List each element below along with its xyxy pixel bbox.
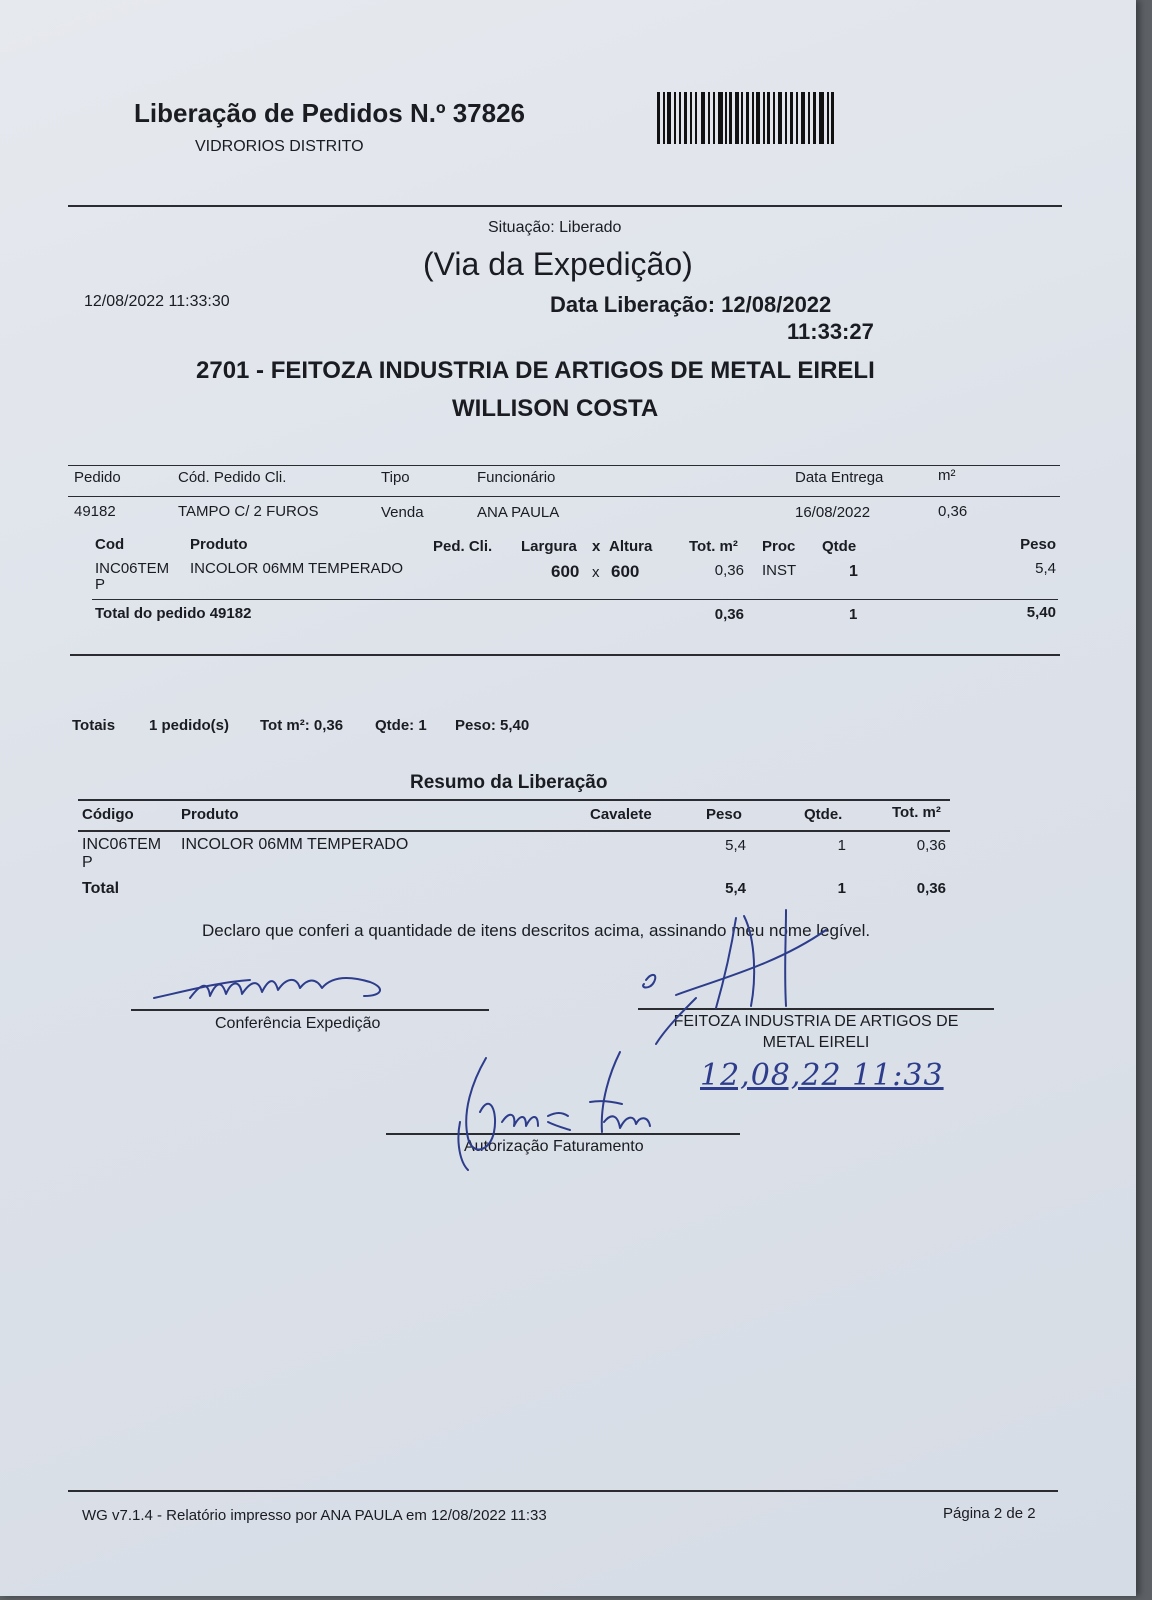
- summary-header-codigo: Código: [82, 806, 134, 823]
- item-peso: 5,4: [1035, 560, 1056, 577]
- handwritten-date: 12,08,22 11:33: [700, 1058, 944, 1093]
- summary-title: Resumo da Liberação: [410, 772, 608, 793]
- signature-company: [636, 910, 836, 1050]
- summary-header-produto: Produto: [181, 806, 239, 823]
- order-total-qtde: 1: [849, 606, 858, 623]
- item-produto: INCOLOR 06MM TEMPERADO: [190, 560, 404, 577]
- totals-pedidos: 1 pedido(s): [149, 717, 230, 734]
- item-header-produto: Produto: [190, 536, 248, 553]
- totals-peso: Peso: 5,40: [455, 717, 530, 734]
- summary-total-qtde: 1: [837, 880, 846, 897]
- signature-conferencia: [150, 968, 400, 1008]
- order-pedido: 49182: [74, 503, 116, 520]
- col-header-funcionario: Funcionário: [477, 469, 556, 486]
- item-header-largura: Largura: [521, 538, 577, 555]
- item-header-peso: Peso: [1020, 536, 1056, 553]
- col-header-data-entrega: Data Entrega: [795, 469, 884, 486]
- summary-qtde: 1: [837, 837, 846, 854]
- signature-label-faturamento: Autorização Faturamento: [464, 1138, 644, 1155]
- item-x: x: [592, 564, 600, 581]
- barcode: [657, 92, 834, 144]
- item-header-ped-cli: Ped. Cli.: [433, 538, 493, 555]
- release-time: 11:33:27: [787, 319, 874, 344]
- order-section-divider: [70, 654, 1060, 656]
- footer-printed-by: WG v7.1.4 - Relatório impresso por ANA PAULA em 12/08/2022 11:33: [82, 1507, 547, 1524]
- item-cod-line2: P: [95, 576, 106, 593]
- totals-label: Totais: [72, 717, 116, 734]
- summary-header-qtde: Qtde.: [804, 806, 843, 823]
- summary-total-label: Total: [82, 880, 120, 897]
- summary-header-peso: Peso: [706, 806, 742, 823]
- summary-header-cavalete: Cavalete: [590, 806, 652, 823]
- summary-header-tot-m2: Tot. m²: [892, 804, 941, 821]
- item-header-proc: Proc: [762, 538, 796, 555]
- items-total-rule: [92, 599, 1058, 600]
- summary-codigo-line1: INC06TEM: [82, 836, 162, 853]
- summary-tot-m2: 0,36: [916, 837, 946, 854]
- order-cod-pedido-cli: TAMPO C/ 2 FUROS: [178, 503, 319, 520]
- status-text: Situação: Liberado: [488, 219, 622, 236]
- print-timestamp: 12/08/2022 11:33:30: [84, 293, 230, 310]
- order-table-header-rule: [68, 496, 1060, 497]
- col-header-m2: m²: [938, 467, 956, 484]
- item-header-x: x: [592, 538, 601, 555]
- item-qtde: 1: [849, 563, 858, 580]
- item-tot-m2: 0,36: [714, 562, 744, 579]
- company-name: VIDRORIOS DISTRITO: [195, 138, 364, 155]
- signature-label-company-line2: METAL EIRELI: [762, 1034, 870, 1051]
- order-tipo: Venda: [381, 504, 424, 521]
- order-data-entrega: 16/08/2022: [795, 504, 871, 521]
- summary-header-rule: [78, 830, 950, 832]
- summary-top-rule: [78, 799, 950, 801]
- summary-codigo-line2: P: [82, 854, 93, 871]
- item-header-altura: Altura: [609, 538, 653, 555]
- copy-label: (Via da Expedição): [423, 246, 693, 282]
- footer-page-number: Página 2 de 2: [943, 1505, 1036, 1522]
- signature-autorizacao: [450, 1052, 660, 1172]
- footer-divider: [68, 1490, 1058, 1492]
- summary-total-peso: 5,4: [725, 880, 746, 897]
- order-funcionario: ANA PAULA: [477, 504, 560, 521]
- item-header-tot-m2: Tot. m²: [689, 538, 738, 555]
- col-header-pedido: Pedido: [74, 469, 121, 486]
- signature-label-company-line1: FEITOZA INDUSTRIA DE ARTIGOS DE: [673, 1013, 959, 1030]
- summary-total-tot-m2: 0,36: [916, 880, 946, 897]
- declaration-text: Declaro que conferi a quantidade de itens descritos acima, assinando meu nome legível.: [202, 921, 871, 940]
- order-table-top-rule: [68, 465, 1060, 466]
- customer-name: 2701 - FEITOZA INDUSTRIA DE ARTIGOS DE METAL EIRELI: [196, 357, 875, 384]
- item-cod-line1: INC06TEM: [95, 560, 170, 577]
- col-header-tipo: Tipo: [381, 469, 410, 486]
- order-total-peso: 5,40: [1026, 604, 1056, 621]
- order-m2: 0,36: [938, 503, 968, 520]
- release-date: Data Liberação: 12/08/2022: [550, 292, 832, 317]
- order-total-m2: 0,36: [714, 606, 744, 623]
- item-proc: INST: [762, 562, 797, 579]
- customer-contact: WILLISON COSTA: [452, 395, 659, 422]
- item-header-qtde: Qtde: [822, 538, 857, 555]
- header-divider: [68, 205, 1062, 207]
- signature-label-conferencia: Conferência Expedição: [215, 1015, 381, 1032]
- document-title: Liberação de Pedidos N.º 37826: [134, 98, 525, 128]
- item-largura: 600: [551, 562, 580, 581]
- totals-qtde: Qtde: 1: [375, 717, 427, 734]
- summary-produto: INCOLOR 06MM TEMPERADO: [181, 836, 409, 853]
- signature-line-left: [131, 1009, 489, 1011]
- order-total-label: Total do pedido 49182: [95, 605, 252, 622]
- item-header-cod: Cod: [95, 536, 125, 553]
- item-altura: 600: [611, 562, 640, 581]
- totals-tot-m2: Tot m²: 0,36: [260, 717, 344, 734]
- summary-peso: 5,4: [725, 837, 746, 854]
- col-header-cod-pedido-cli: Cód. Pedido Cli.: [178, 469, 287, 486]
